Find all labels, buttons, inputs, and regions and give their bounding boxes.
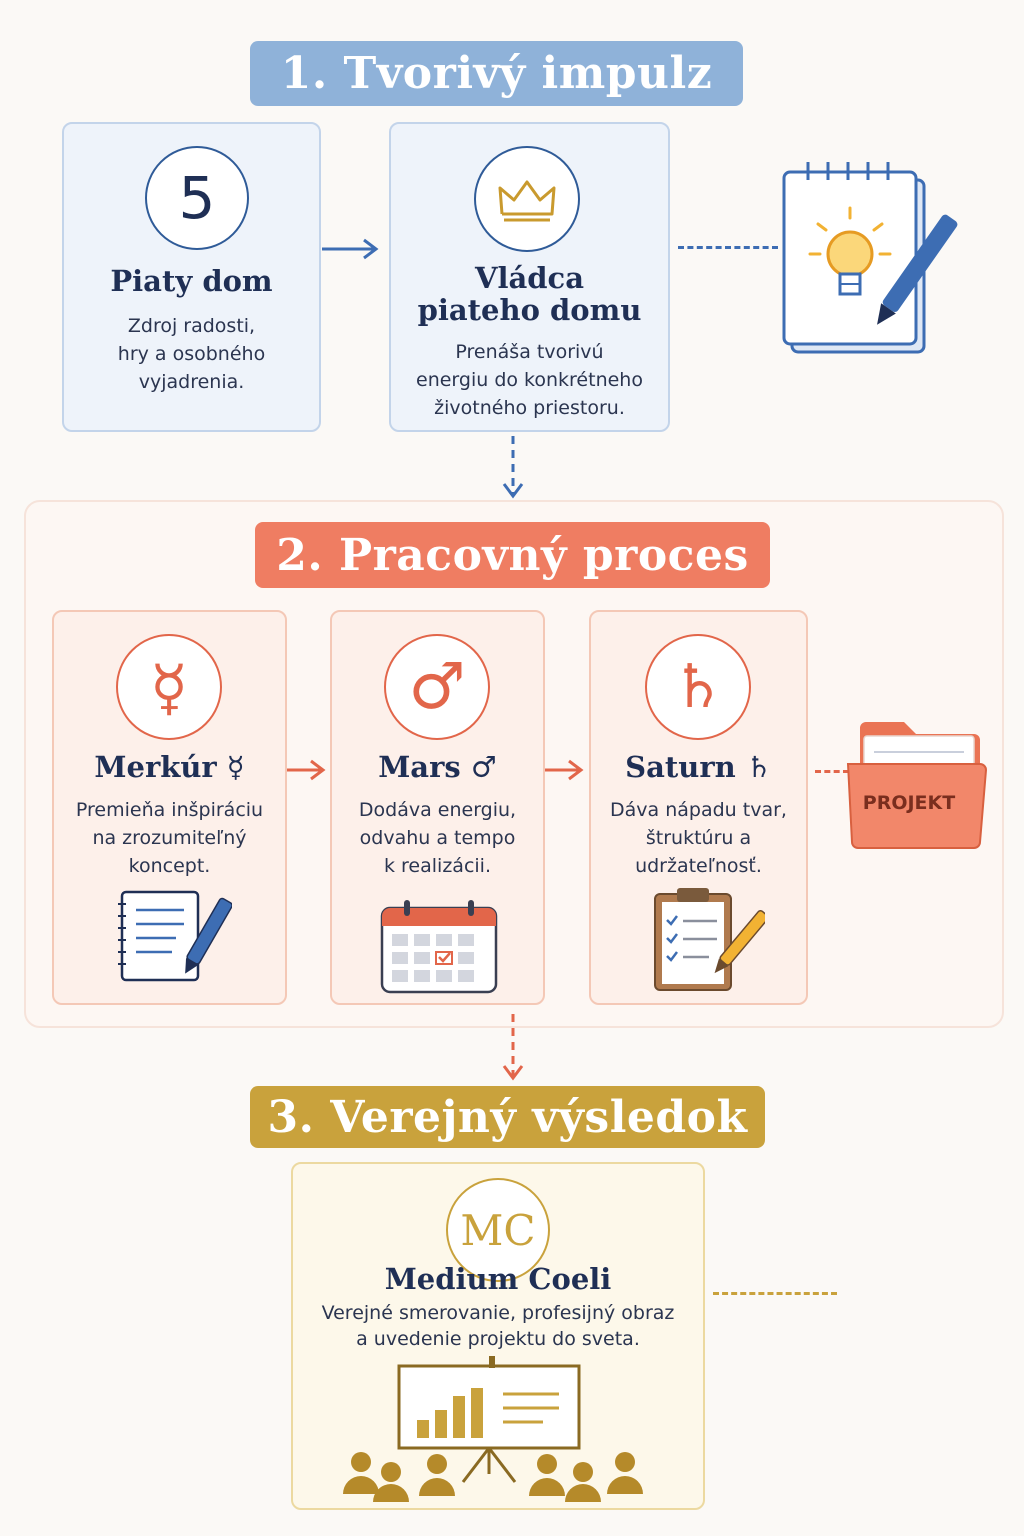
card-medium-coeli bbox=[291, 1162, 705, 1510]
crown-icon bbox=[496, 176, 558, 222]
card-mars bbox=[330, 610, 545, 1005]
card-title: Mars ♂ bbox=[378, 750, 497, 784]
section-3-banner bbox=[250, 1086, 765, 1148]
checklist-clipboard-icon bbox=[649, 884, 765, 994]
card-title: Saturn ♄ bbox=[625, 750, 772, 784]
dashed-connector bbox=[678, 246, 778, 249]
card-description: Zdroj radosti, hry a osobného vyjadrenia. bbox=[117, 315, 266, 393]
crown-badge bbox=[474, 146, 580, 252]
mars-symbol-badge: ♂ bbox=[384, 634, 490, 740]
arrow-right-icon bbox=[287, 756, 327, 784]
arrow-right-icon bbox=[322, 234, 382, 264]
card-description: Verejné smerovanie, profesijný obraz a uvedenie projektu do sveta. bbox=[321, 1302, 675, 1350]
card-piaty-dom bbox=[62, 122, 321, 432]
card-title: Vládca piateho domu bbox=[417, 261, 642, 327]
card-vladca-piateho-domu bbox=[389, 122, 670, 432]
card-merkur bbox=[52, 610, 287, 1005]
house-5-badge: 5 bbox=[145, 146, 249, 250]
dashed-arrow-down-icon bbox=[498, 1014, 528, 1084]
notebook-pen-icon bbox=[112, 886, 232, 986]
card-description: Premieňa inšpiráciu na zrozumiteľný koncept. bbox=[75, 799, 264, 877]
dashed-connector bbox=[815, 770, 849, 773]
presentation-audience-icon bbox=[333, 1354, 663, 1504]
section-3-title: 3. Verejný výsledok bbox=[267, 1091, 748, 1143]
dashed-connector bbox=[713, 1292, 837, 1295]
card-description: Dodáva energiu, odvahu a tempo k realizácii. bbox=[358, 799, 517, 877]
folder-label: PROJEKT bbox=[862, 792, 956, 814]
dashed-arrow-down-icon bbox=[498, 436, 528, 502]
calendar-icon bbox=[378, 898, 500, 996]
card-description: Prenáša tvorivú energiu do konkrétneho životného priestoru. bbox=[416, 341, 643, 419]
section-2-title: 2. Pracovný proces bbox=[276, 529, 749, 581]
mercury-symbol-badge: ☿ bbox=[116, 634, 222, 740]
section-1-title: 1. Tvorivý impulz bbox=[280, 48, 713, 99]
arrow-right-icon bbox=[545, 756, 585, 784]
project-folder bbox=[846, 716, 988, 854]
card-title: Piaty dom bbox=[110, 264, 273, 298]
mc-badge: MC bbox=[446, 1178, 550, 1282]
folder-icon bbox=[846, 716, 988, 854]
section-2-banner bbox=[255, 522, 770, 588]
saturn-symbol-badge: ♄ bbox=[645, 634, 751, 740]
card-description: Dáva nápadu tvar, štruktúru a udržateľnosť. bbox=[610, 799, 787, 877]
notepad-lightbulb-icon bbox=[778, 158, 958, 358]
card-title: Merkúr ☿ bbox=[94, 750, 245, 784]
card-saturn bbox=[589, 610, 808, 1005]
card-title: Medium Coeli bbox=[384, 1262, 612, 1296]
section-1-banner bbox=[250, 41, 743, 106]
